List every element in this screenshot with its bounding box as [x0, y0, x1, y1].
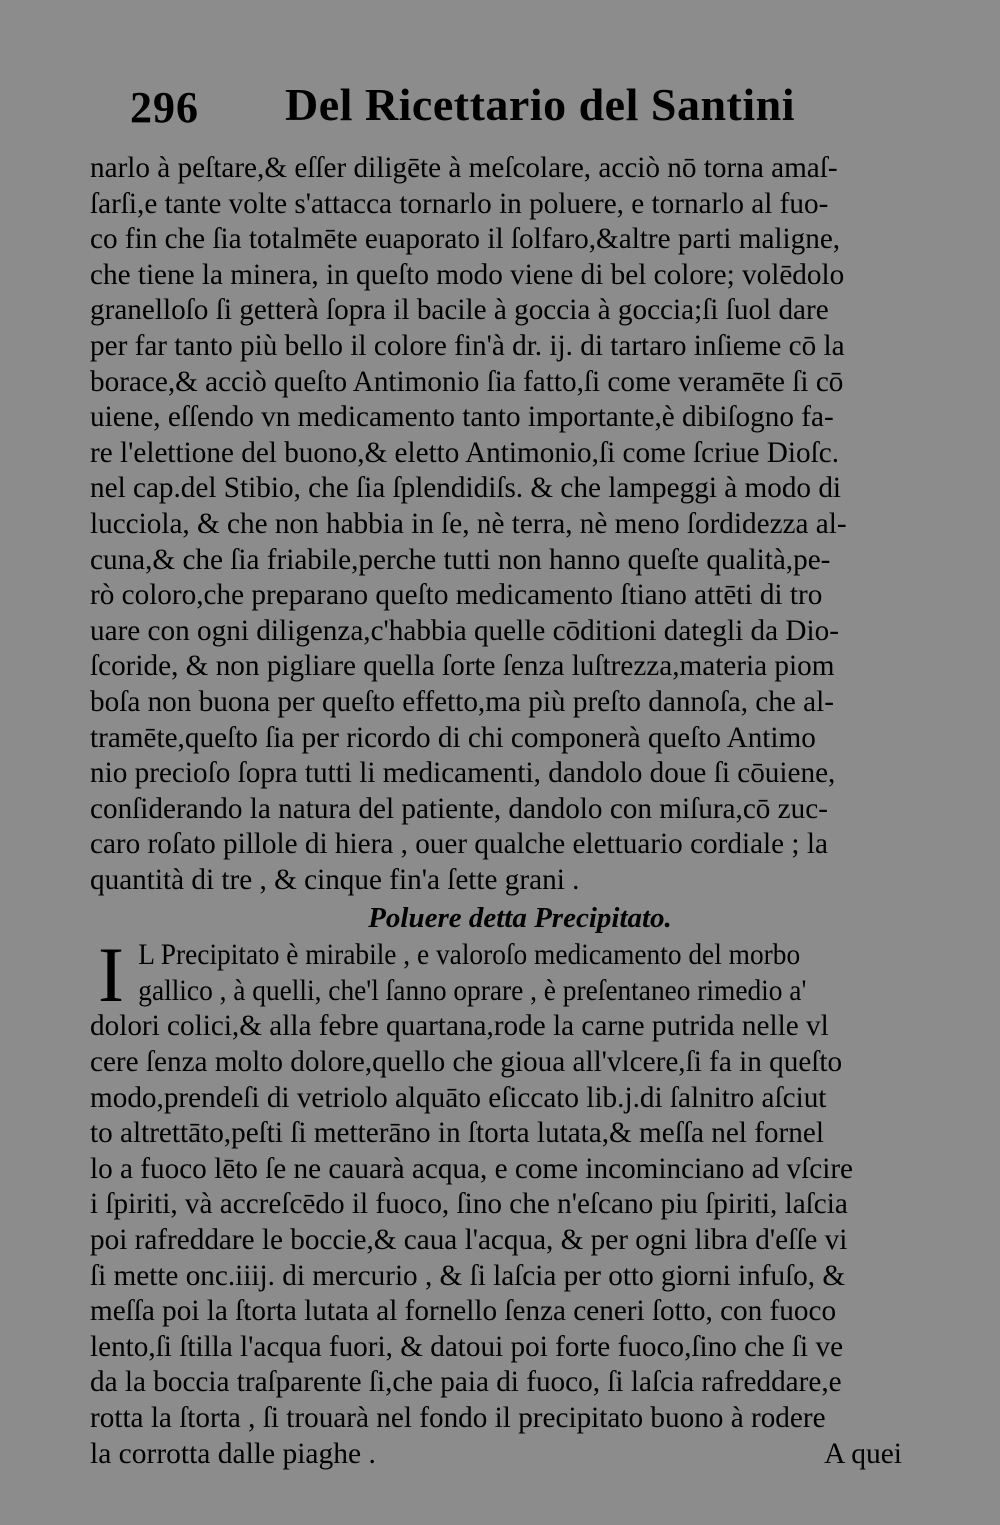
text-line: L Precipitato è mirabile , e valoroſo medicamento del morbo [138, 939, 801, 972]
text-line: conſiderando la natura del patiente, dandolo con miſura,cō zuc- [90, 792, 828, 825]
text-line: gallico , à quelli, che'l ſanno oprare , è preſentaneo rimedio a' [138, 975, 807, 1008]
page-number: 296 [130, 83, 199, 132]
text-line: per far tanto più bello il colore fin'à dr. ij. di tartaro inſieme cō la [90, 329, 845, 362]
text-line: dolori colici,& alla febre quartana,rode la carne putrida nelle vl [90, 1010, 829, 1043]
text-line: cere ſenza molto dolore,quello che gioua all'vlcere,ſi fa in queſto [90, 1046, 843, 1079]
text-line: boſa non buona per queſto effetto,ma più preſto dannoſa, che al- [90, 685, 834, 718]
text-line: rò coloro,che preparano queſto medicamento ſtiano attēti di tro [90, 579, 823, 612]
text-line: ſcoride, & non pigliare quella ſorte ſenza luſtrezza,materia piom [90, 650, 835, 683]
text-line: cuna,& che ſia friabile,perche tutti non hanno queſte qualità,pe- [90, 543, 831, 576]
text-line: ſi mette onc.iiij. di mercurio , & ſi laſcia per otto giorni infuſo, & [90, 1259, 846, 1292]
drop-cap-lines [90, 931, 920, 1019]
text-line: che tiene la minera, in queſto modo viene di bel colore; volēdolo [90, 258, 845, 291]
text-line: meſſa poi la ſtorta lutata al fornello ſenza ceneri ſotto, con fuoco [90, 1295, 837, 1328]
text-line: modo,prendeſi di vetriolo alquāto eſiccato lib.j.di ſalnitro aſciut [90, 1081, 827, 1114]
text-line: caro roſato pillole di hiera , ouer qualche elettuario cordiale ; la [90, 828, 828, 861]
text-line: narlo à peſtare,& eſſer diligēte à meſcolare, acciò nō torna amaſ- [90, 152, 838, 184]
section-title: Poluere detta Precipitato. [368, 902, 672, 935]
text-line: co fin che ſia totalmēte euaporato il ſolfaro,&altre parti maligne, [90, 223, 841, 256]
text-line: lo a fuoco lēto ſe ne cauarà acqua, e come incominciano ad vſcire [90, 1152, 854, 1185]
text-line: tramēte,queſto ſia per ricordo di chi componerà queſto Antimo [90, 721, 816, 754]
text-line: nel cap.del Stibio, che ſia ſplendidiſs. & che lampeggi à modo di [90, 472, 842, 505]
text-line: lucciola, & che non habbia in ſe, nè terra, nè meno ſordidezza al- [90, 507, 847, 540]
page-header [130, 78, 930, 138]
last-line-row [90, 1437, 920, 1473]
catchword: A quei [824, 1437, 902, 1470]
text-line: lento,ſi ſtilla l'acqua fuori, & datoui poi forte fuoco,ſino che ſi ve [90, 1330, 844, 1363]
text-line: uare con ogni diligenza,c'habbia quelle cōditioni dategli da Dio- [90, 614, 839, 647]
paragraph-opening [90, 931, 920, 1019]
text-line: uiene, eſſendo vn medicamento tanto importante,è dibiſogno fa- [90, 401, 834, 434]
text-line: la corrotta dalle piaghe . [90, 1437, 376, 1470]
drop-cap: I [98, 931, 124, 1019]
text-line: rotta la ſtorta , ſi trouarà nel fondo il precipitato buono à rodere [90, 1402, 826, 1434]
text-line: to altrettāto,peſti ſi metterāno in ſtorta lutata,& meſſa nel fornel [90, 1117, 824, 1150]
text-line: ſarſi,e tante volte s'attacca tornarlo in poluere, e tornarlo al fuo- [90, 187, 829, 220]
text-line: granelloſo ſi getterà ſopra il bacile à goccia à goccia;ſi ſuol dare [90, 294, 829, 327]
running-head: Del Ricettario del Santini [285, 79, 795, 130]
text-line: nio precioſo ſopra tutti li medicamenti, dandolo doue ſi cōuiene, [90, 757, 836, 790]
text-line: i ſpiriti, và accreſcēdo il fuoco, ſino che n'eſcano piu ſpiriti, laſcia [90, 1188, 848, 1221]
text-line: re l'elettione del buono,& eletto Antimonio,ſi come ſcriue Dioſc. [90, 436, 839, 469]
paragraph-precipitato [90, 1009, 920, 1436]
paragraph-antimonio [90, 151, 920, 898]
text-line: quantità di tre , & cinque fin'a ſette grani . [90, 863, 580, 896]
body-text [90, 151, 920, 1472]
text-line: poi rafreddare le boccie,& caua l'acqua, & per ogni libra d'eſſe vi [90, 1224, 848, 1257]
text-line: da la boccia traſparente ſi,che paia di fuoco, ſi laſcia rafreddare,e [90, 1366, 842, 1399]
text-line: borace,& acciò queſto Antimonio ſia fatto,ſi come veramēte ſi cō [90, 365, 844, 398]
